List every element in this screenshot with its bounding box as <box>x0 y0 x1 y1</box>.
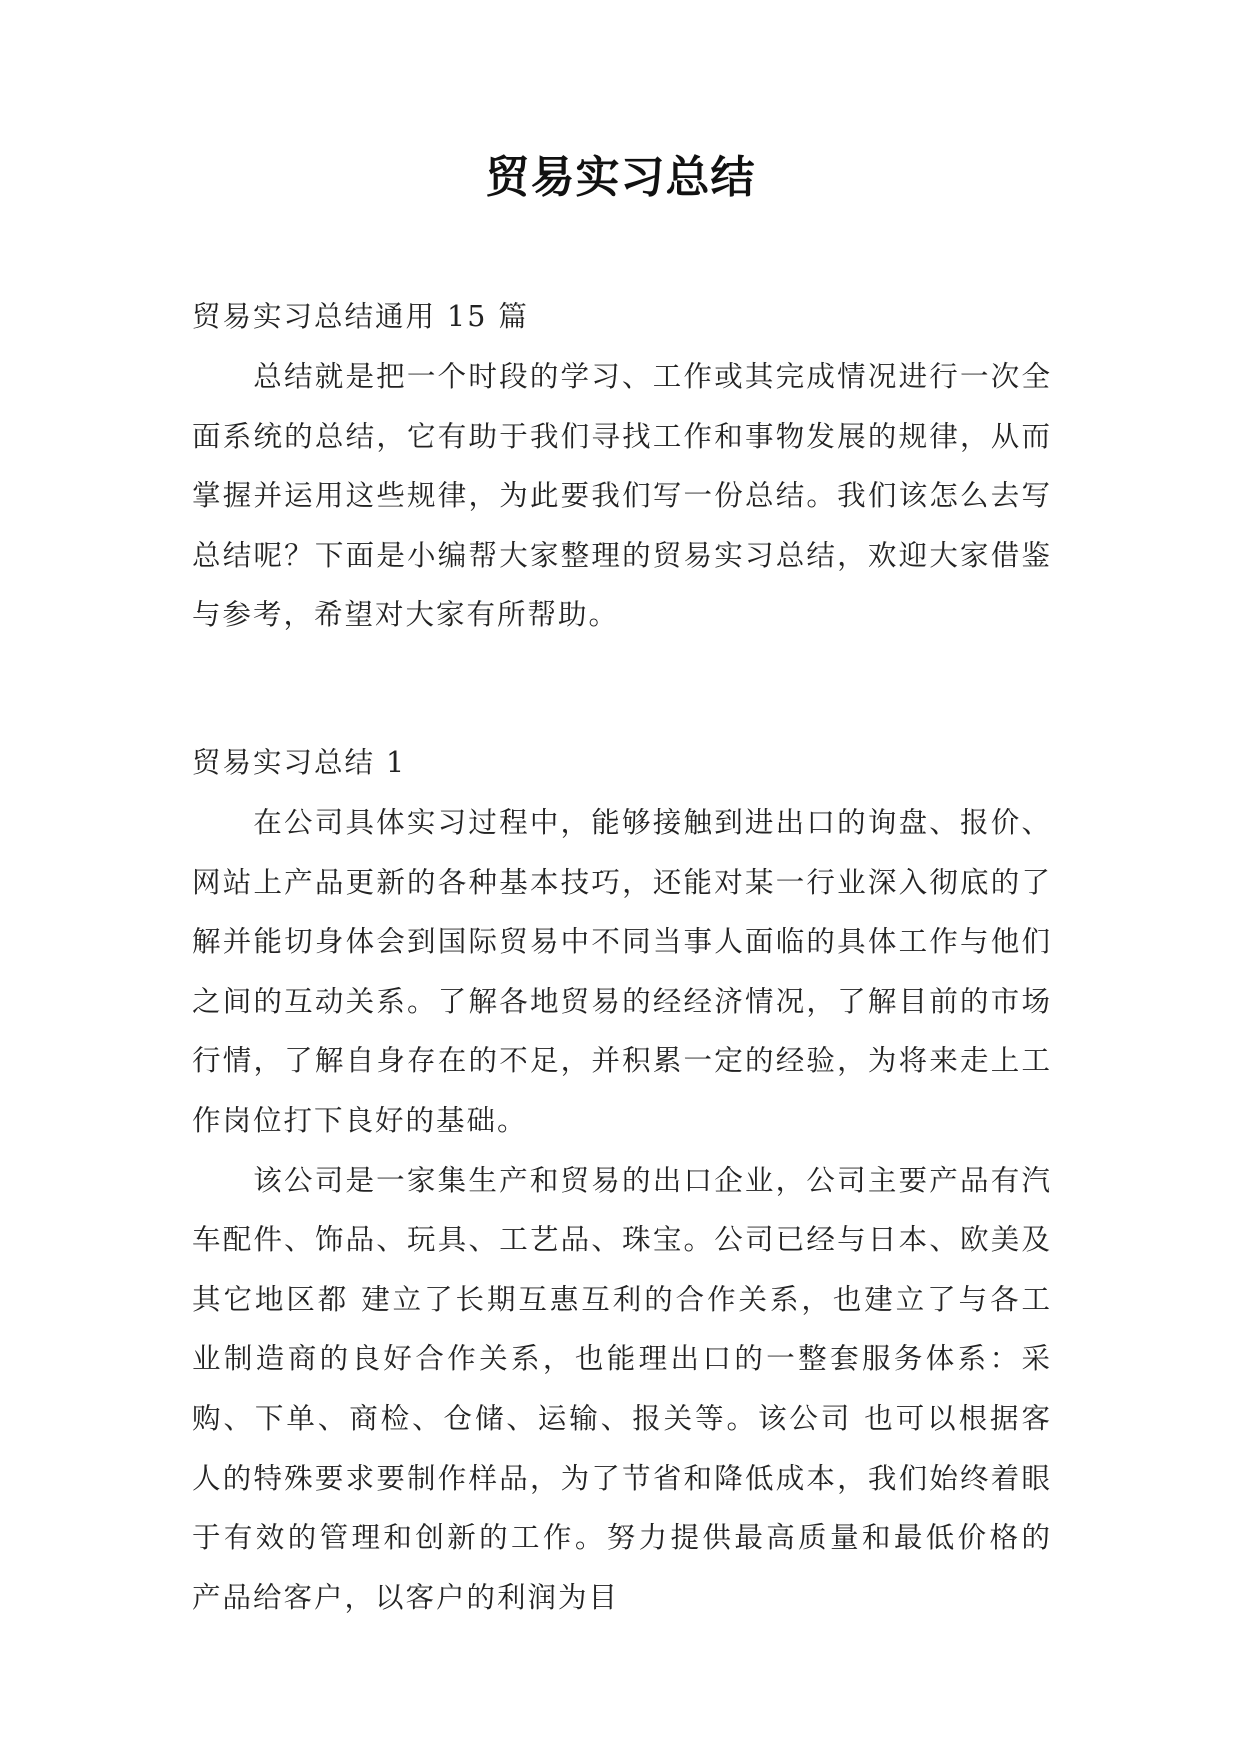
section-heading: 贸易实习总结 1 <box>192 745 407 779</box>
document-body <box>192 287 1052 1627</box>
subtitle: 贸易实习总结通用 15 篇 <box>192 300 529 333</box>
section-spacer <box>192 645 1052 733</box>
body-paragraph: 在公司具体实习过程中，能够接触到进出口的询盘、报价、网站上产品更新的各种基本技巧，还能对某一行业深入彻底的了解并能切身体会到国际贸易中不同当事人面临的具体工作与他们之间的互动关系。了解各地贸易的经经济情况，了解目前的市场行情，了解自身存在的不足，并积累一定的经验，为将来走上工作岗位打下良好的基础。 <box>192 805 1052 1137</box>
body-paragraph: 该公司是一家集生产和贸易的出口企业，公司主要产品有汽车配件、饰品、玩具、工艺品、珠宝。公司已经与日本、欧美及其它地区都 建立了长期互惠互利的合作关系，也建立了与各工业制造商的良好合作关系，也能理出口的一整套服务体系：采购、下单、商检、仓储、运输、报关等。该公司 也可以根据客人的特殊要求要制作样品，为了节省和降低成本，我们始终着眼于有效的管理和创新的工作。努力提供最高质量和最低价格的 产品给客户，以客户的利润为目 <box>192 1163 1052 1614</box>
intro-paragraph: 总结就是把一个时段的学习、工作或其完成情况进行一次全面系统的总结，它有助于我们寻找工作和事物发展的规律，从而掌握并运用这些规律，为此要我们写一份总结。我们该怎么去写总结呢？下面是小编帮大家整理的贸易实习总结，欢迎大家借鉴与参考，希望对大家有所帮助。 <box>192 360 1052 632</box>
document-title: 贸易实习总结 <box>485 152 756 203</box>
